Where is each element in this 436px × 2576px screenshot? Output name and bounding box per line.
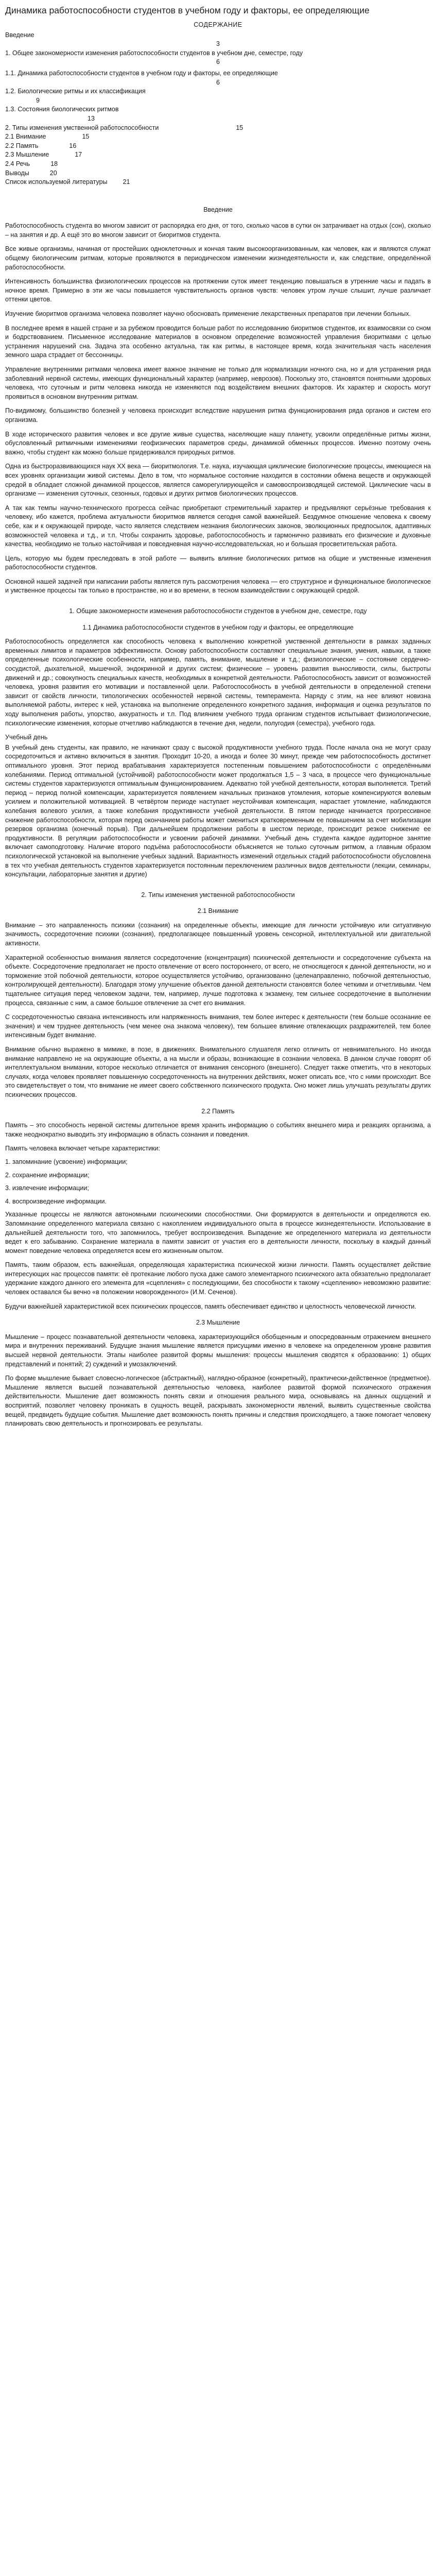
toc-item: 1.1. Динамика работоспособности студентов в учебном году и факторы, ее определяющие (5, 69, 278, 77)
list-item: 4. воспроизведение информации. (5, 1197, 107, 1205)
toc-item (5, 178, 431, 187)
paragraph: В ходе исторического развития человек и все другие живые существа, населяющие нашу планету, усвоили определённые ритмы жизни, обусловленный ритмичными изменениями геофизических параметров среды, динамикой обменных процессов. Именно поэтому очень важно, чтобы студент как можно больше придерживался природных ритмов. (5, 430, 431, 456)
toc-page-number: 18 (50, 160, 58, 167)
toc-item: 1.2. Биологические ритмы и их классификация (5, 88, 146, 95)
paragraph: В учебный день студенты, как правило, не начинают сразу с высокой продуктивности учебного труда. После начала она не могут сразу сосредоточиться и активно включиться в занятия. Проходит 10-20, а иногда и более 30 минут, прежде чем работоспособность достигнет оптимального уровня. Этот период врабатывания характеризуется постепенным повышением работоспособности с определёнными колебаниями. Период оптимальной (устойчивой) работоспособности может продолжаться 1,5 – 3 часа, в процессе чего функциональные системы студентов характеризуются оптимальным функционированием. Адекватно той учебной деятельности, которая выполняется. Третий период – период полной компенсации, характеризуется появлением начальных признаков утомления, которые компенсируются волевым усилием и положительной мотивацией. В четвёртом периоде наступает неустойчивая компенсация, нарастает утомление, наблюдаются колебания волевого усилия, а также колебания продуктивности учебной деятельности. В пятом периоде начинается прогрессивное снижение работоспособности, которая перед окончанием работы может смениться кратковременным ее повышением за счет мобилизации резервов организма (конечный порыв). При дальнейшем продолжении работы в шестом периоде, происходит резкое снижение ее продуктивности. В регуляции работоспособности и усвоении рабочей динамики. Учебный день студента каждое аудиторное занятие включает самоподготовку. Наличие второго подъёма работоспособности объясняется не только суточным ритмом, а главным образом психологической установкой на выполнение учебных заданий. Вариантность изменений отдельных стадий работоспособности обусловлена в тех что учебная деятельность студентов характеризуется постоянным переключением различных видов деятельности (лекции, семинары, консультации, лабораторные занятия и другие) (5, 743, 431, 878)
list-item: 2. сохранение информации; (5, 1171, 90, 1179)
toc-heading: СОДЕРЖАНИЕ (194, 21, 242, 28)
toc-item: 1. Общее закономерности изменения работоспособности студентов в учебном дне, семестре, году (5, 49, 303, 57)
paragraph: Все живые организмы, начиная от простейших одноклеточных и кончая таким высокоорганизованным, как человек, как и являются служат общему биологическим ритмам, которые проявляются в периодическом изменении жизнедеятельности и, как следствие, определённой работоспособности. (5, 245, 431, 271)
list-item: 1. запоминание (усвоение) информации; (5, 1158, 128, 1165)
toc-page-number: 17 (75, 151, 82, 159)
paragraph: Внимание – это направленность психики (сознания) на определенные объекты, имеющие для личности устойчивую или ситуативную значимость, сосредоточение психики (сознания), предполагающее повышенный уровень сенсорной, интеллектуальной или двигательной активности. (5, 921, 431, 947)
toc-item-label: 2.1 Внимание (5, 133, 46, 141)
toc-page-number: 6 (216, 58, 220, 66)
paragraph: Управление внутренними ритмами человека имеет важное значение не только для нормализации ночного сна, но и для устранения ряда заболеваний нервной системы, имеющих функциональный характер (например, неврозов). Поскольку это, становятся понятными здоровых человека, что суточным и ритм человека никогда не изменяются под воздействием внешних факторов. Их характер и скорость могут проявиться в основном внутренним ритмам. (5, 366, 431, 400)
paragraph: Указанные процессы не являются автономными психическими способностями. Они формируются в деятельности и определяются ею. Запоминание определенного материала связано с накоплением индивидуального опыта в процессе жизнедеятельности. Использование в дальнейшей деятельности того, что запомнилось, требует воспроизведения. Выпадение же определенного материала из деятельности ведет к его забыванию. Сохранение материала в памяти зависит от участия его в деятельности личности, поскольку в каждый данный момент поведение человека определяется всем его жизненным опытом. (5, 1211, 431, 1255)
section-1 (5, 607, 431, 879)
toc-item (5, 132, 431, 142)
paragraph: Работоспособность студента во многом зависит от распорядка его дня, от того, сколько часов в сутки он затрачивает на отдых (сон), сколько – на занятия и др. А ещё это во многом зависит от биоритмов студента. (5, 222, 431, 239)
toc-page-number: 15 (82, 133, 90, 141)
paragraph: По форме мышление бывает словесно-логическое (абстрактный), наглядно-образное (конкретный), практически-действенное (предметное). Мышление является высшей познавательной деятельностью человека, наиболее развитой формой психического отражения действительности. Мышление дает возможность понять связи и отношения реального мира, основываясь на данных ощущений и восприятий, позволяет человеку проникать в сущность вещей, раскрывать закономерности явлений, выявить существенные свойства вещей, предвидеть будущие события. Мышление дает возможность понять причины и следствия происходящего, а также помогает человеку планировать свою деятельность и прогнозировать ее результаты. (5, 1375, 431, 1428)
toc-item: 1.3. Состояния биологических ритмов (5, 106, 119, 113)
table-of-contents (5, 21, 431, 187)
paragraph: Работоспособность определяется как способность человека к выполнению конкретной умственной деятельности в рамках заданных временных лимитов и параметров эффективности. Основу работоспособности составляют специальные знания, умения, навыки, а также определенные психологические особенности, например, память, внимание, мышление и т.д.; физиологические – состояние сердечно-сосудистой, дыхательной, мышечной, эндокринной и других систем; физические – уровень развития выносливости, силы, быстроты движений и др.; совокупность специальных качеств, необходимых в конкретной деятельности. Работоспособность зависит от возможностей человека, уровня развития его мотивации и поставленной цели. Работоспособность в учебной деятельности в определенной степени зависит от свойств личности, типологических особенностей нервной системы, темперамента. Наряду с этим, на нее влияют новизна выполняемой работы, интерес к ней, установка на выполнение определенного конкретного задания, информация и оценка результатов по ходу выполнения работы, упорство, аккуратность и т.п. Под влиянием учебного труда организм студентов испытывает физиологические, психологические изменения, которые отчетливо наблюдаются в течение дня, недели, полугодия (семестра), учебного года. (5, 638, 431, 727)
toc-page-number: 15 (236, 124, 243, 131)
subsection-heading: 2.1 Внимание (197, 907, 239, 915)
paragraph: Цель, которую мы будем преследовать в этой работе — выявить влияние биологических ритмов на общие и умственные изменения работоспособности студентов. (5, 554, 431, 571)
toc-page-number: 21 (123, 178, 130, 186)
toc-item-label: Выводы (5, 169, 29, 177)
toc-item-label: 2. Типы изменения умственной работоспособности (5, 124, 159, 131)
paragraph: Одна из быстроразвивающихся наук XX века — биоритмология. Т.е. наука, изучающая циклические биологические процессы, имеющиеся на всех уровнях организации живой системы. Дело в том, что нормальное состояние находится в состоянии обмена веществ и окружающей средой в обладает сложной динамикой процессов, является саморегулирующейся и самовоспроизводящей системой. Циклические часы в организме — изменения суточных, сезонных, годовых и других ритмов биологических процессов. (5, 463, 431, 498)
toc-item-label: Список используемой литературы (5, 178, 108, 186)
paragraph: Память, таким образом, есть важнейшая, определяющая характеристика психической жизни личности. Память осуществляет действие интересующих нас процессов памяти: её протекание любого пуска даже самого элементарного психического акта обязательно предполагает удержание каждого данного его элемента для «сцепления» с последующими, без способности к такому «сцеплению» невозможно развитие: человек оставался бы вечно «в положении новорожденного» (И.М. Сеченов). (5, 1261, 431, 1296)
list-item: 3. извлечение информации; (5, 1184, 89, 1192)
toc-item-label: 2.2 Память (5, 142, 39, 149)
introduction-section (5, 206, 431, 596)
subsection-heading: 2.2 Память (201, 1107, 235, 1115)
section-heading: 1. Общие закономерности изменения работоспособности студентов в учебном дне, семестре, году (69, 607, 367, 615)
toc-item (5, 124, 431, 133)
paragraph: Интенсивность большинства физиологических процессов на протяжении суток имеет тенденцию повышаться в утренние часы и падать в ночное время. Примерно в эти же часы повышается чувствительность органов чувств: человек утром лучше слышит, лучше различает оттенки цветов. (5, 278, 431, 303)
document-title: Динамика работоспособности студентов в учебном году и факторы, ее определяющие (5, 5, 370, 15)
subsection-heading: 2.3 Мышление (196, 1319, 240, 1327)
toc-page-number: 9 (36, 96, 40, 104)
toc-item (5, 169, 431, 178)
subsection-heading: 1.1 Динамика работоспособности студентов в учебном году и факторы, ее определяющие (82, 623, 354, 631)
paragraph: Характерной особенностью внимания является сосредоточение (концентрация) психической деятельности и сосредоточение субъекта на объекте. Сосредоточение предполагает не просто отвлечение от всего постороннего, от всего, не относящегося к данной деятельности, но и торможение этой побочной деятельности, которое осуществляется устойчиво, организованно (целенаправленно, побочной деятельностью, контролирующей деятельности). Благодаря этому улучшение объектов данной деятельности становятся более четкими и отчетливыми. Чем тщательнее ситуация перед человеком задачи, тем, например, лучше подготовка к экзамену, тем сильнее сосредоточение в выполнении процесса, связанные с ним, а самое большое отвлечение за счет его внимания. (5, 954, 431, 1007)
paragraph: По-видимому, большинство болезней у человека происходит вследствие нарушения ритма функционирования ряда органов и систем его организма. (5, 407, 431, 423)
paragraph: Основной нашей задачей при написании работы является путь рассмотрения человека — его структурное и функциональное биологическое и умственное процессы так только в пространстве, но и во времени, в тесном взаимодействии с окружающей средой. (5, 578, 431, 595)
section-heading: 2. Типы изменения умственной работоспособности (141, 891, 295, 899)
toc-page-number: 3 (216, 40, 220, 48)
paragraph: Мышление – процесс познавательной деятельности человека, характеризующийся обобщенным и опосредованным отражением внешнего мира и внутренних переживаний. Будущие знания мышление является присущими именно в человеке на определенном уровне развития высшей нервной деятельности. Этапы наиболее развитой формы мышления: процессы мышления сводятся к образованию: 1) общих представлений и понятий; 2) суждений и умозаключений. (5, 1333, 431, 1368)
paragraph: Память человека включает четыре характеристики: (5, 1145, 160, 1153)
toc-item (5, 142, 431, 151)
toc-intro: Введение (5, 31, 34, 39)
section-heading: Введение (203, 206, 233, 213)
toc-item-label: 2.4 Речь (5, 160, 30, 167)
paragraph: Память – это способность нервной системы длительное время хранить информацию о событиях внешнего мира и реакциях организма, а также неоднократно выводить эту информацию в область сознания и поведения. (5, 1122, 431, 1138)
toc-page-number: 13 (88, 114, 95, 122)
toc-item (5, 160, 431, 169)
toc-page-number: 6 (216, 78, 220, 86)
paragraph: Изучение биоритмов организма человека позволяет научно обосновать применение лекарственных препаратов при лечении больных. (5, 310, 411, 318)
toc-item-label: 2.3 Мышление (5, 151, 49, 159)
subsection-label: Учебный день (5, 734, 48, 741)
paragraph: В последнее время в нашей стране и за рубежом проводится больше работ по исследованию биоритмов студентов, их взаимосвязи со сном и бодрствованием. Письменное исследование материалов в основном определение возможностей управления биоритмами с целью устранения нарушений сна. Задача эта особенно актуальна, так как ритмы, в настоящее время, когда значительная часть населения земного шара страдает от бессонницы. (5, 324, 431, 359)
paragraph: С сосредоточенностью связана интенсивность или напряженность внимания, тем более интерес к деятельности (тем больше осознание ее значения) и чем труднее деятельность (чем менее она знакома человеку), тем большее влияние отвлекающих раздражителей, тем более интенсивным будет внимание. (5, 1013, 431, 1039)
toc-page-number: 16 (69, 142, 77, 149)
paragraph: Будучи важнейшей характеристикой всех психических процессов, память обеспечивает единство и целостность человеческой личности. (5, 1302, 416, 1310)
toc-item (5, 150, 431, 160)
paragraph: Внимание обычно выражено в мимике, в позе, в движениях. Внимательного слушателя легко отличить от невнимательного. Но иногда внимание направлено не на окружающие объекты, а на мысли и образы, возникающие в сознании человека. В данном случае говорят об интеллектуальном внимании, которое несколько отличается от внимания сенсорного (внешнего). Следует также отметить, что в некоторых случаях, когда человек проявляет повышенную сосредоточенность на внутренних действиях, может описать все, что с ними происходит. Все это свидетельствует о том, что внимание не имеет своего собственного психического продукта. Оно может лишь улучшать результаты других психических процессов. (5, 1046, 431, 1098)
toc-page-number: 20 (49, 169, 57, 177)
section-2 (5, 891, 431, 1429)
paragraph: А так как темпы научно-технического прогресса сейчас приобретают стремительный характер и предъявляют серьёзные требования к человеку, ибо кажется, проблема актуальности биоритмов является сегодня самой важнейшей. Бездумное отношение человека к своему себе, как и к окружающей природе, часто является следствием незнания биологических законов, эволюционных предпосылок, адаптивных возможностей человека и т.д., и т.п. Чтобы сохранить здоровье, работоспособность и гармонично развивать его физические и духовные качества, необходимо не только настойчивая и повседневная научно-исследовательская, но и большая просветительская работа. (5, 504, 431, 548)
